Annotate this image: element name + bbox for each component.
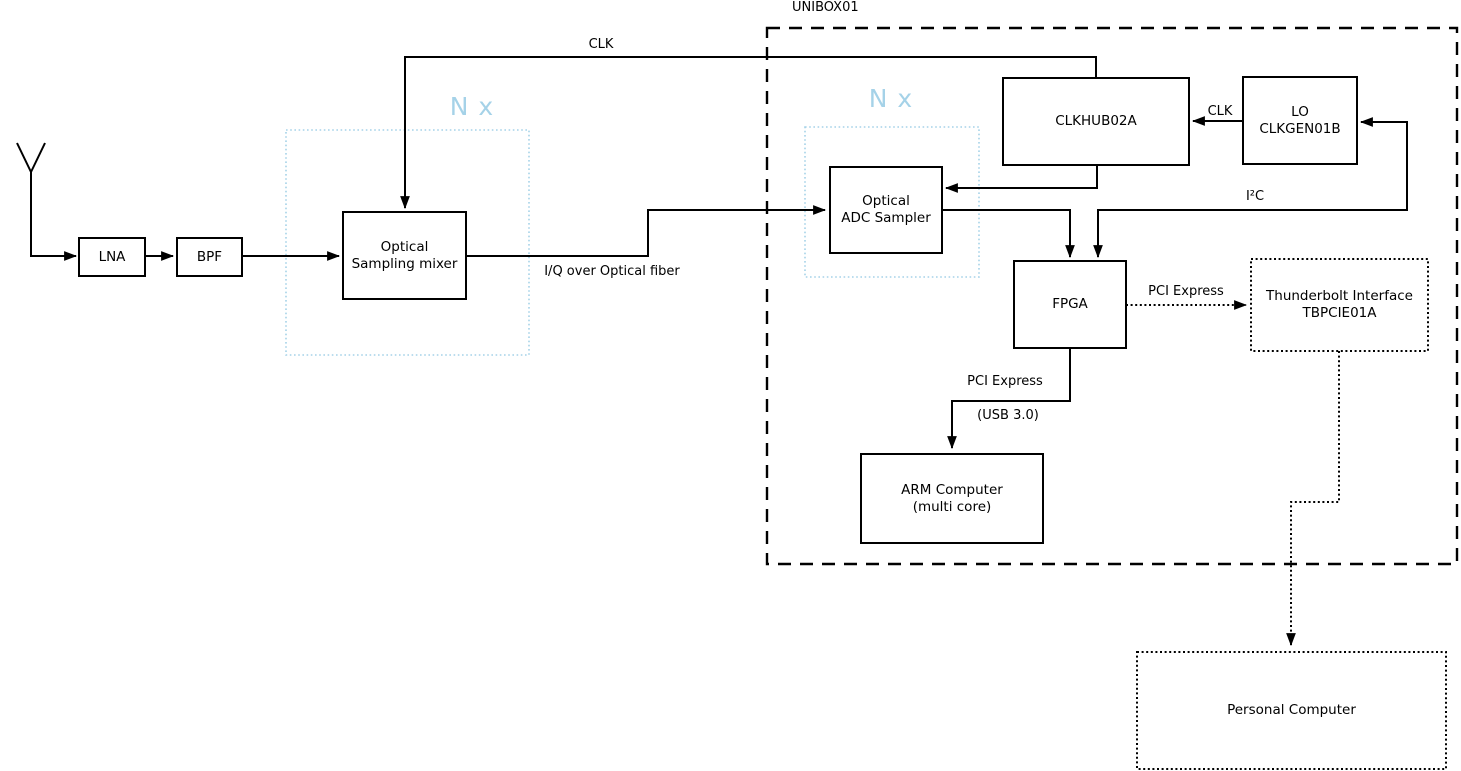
edge-clk-main (405, 57, 1096, 208)
i2c-label: I²C (1245, 189, 1265, 204)
node-arm-box (861, 454, 1043, 543)
edge-iq-fiber (466, 210, 825, 256)
antenna-icon (17, 143, 76, 256)
node-adc-label: Optical ADC Sampler (841, 193, 931, 226)
node-thunderbolt-box (1251, 259, 1428, 351)
node-fpga-label: FPGA (1052, 296, 1088, 312)
edge-clkhub-adc (946, 165, 1097, 188)
unibox-title: UNIBOX01 (792, 0, 859, 15)
node-pc-box (1137, 652, 1446, 769)
node-thunderbolt-label: Thunderbolt Interface TBPCIE01A (1266, 288, 1413, 321)
node-lna-box (79, 238, 145, 276)
clk-main-label: CLK (588, 37, 614, 52)
edge-fpga-arm (952, 348, 1070, 448)
node-fpga-box (1014, 261, 1126, 348)
node-adc-box (830, 167, 942, 253)
pcie-thunderbolt-label: PCI Express (1148, 284, 1224, 299)
node-clkhub-box (1003, 78, 1189, 165)
node-clkhub-label: CLKHUB02A (1055, 113, 1137, 129)
node-arm-label: ARM Computer (multi core) (901, 481, 1003, 515)
node-mixer-box (343, 212, 466, 299)
node-pc-label: Personal Computer (1227, 702, 1356, 718)
pcie-arm-label: PCI Express (967, 374, 1043, 389)
node-bpf-label: BPF (196, 248, 223, 265)
node-lo-box (1243, 77, 1357, 164)
usb-label: (USB 3.0) (977, 408, 1039, 423)
nx-left-label: N x (449, 92, 495, 121)
edge-adc-fpga (942, 210, 1070, 257)
node-mixer-label: Optical Sampling mixer (351, 238, 458, 272)
node-bpf-box (177, 238, 242, 276)
node-lna-label: LNA (98, 248, 126, 265)
node-lo-label: LO CLKGEN01B (1259, 103, 1341, 137)
clk-lo-label: CLK (1207, 104, 1233, 119)
iq-fiber-label: I/Q over Optical fiber (544, 264, 680, 279)
edge-thunderbolt-pc (1291, 351, 1339, 645)
nx-right-label: N x (868, 84, 914, 113)
